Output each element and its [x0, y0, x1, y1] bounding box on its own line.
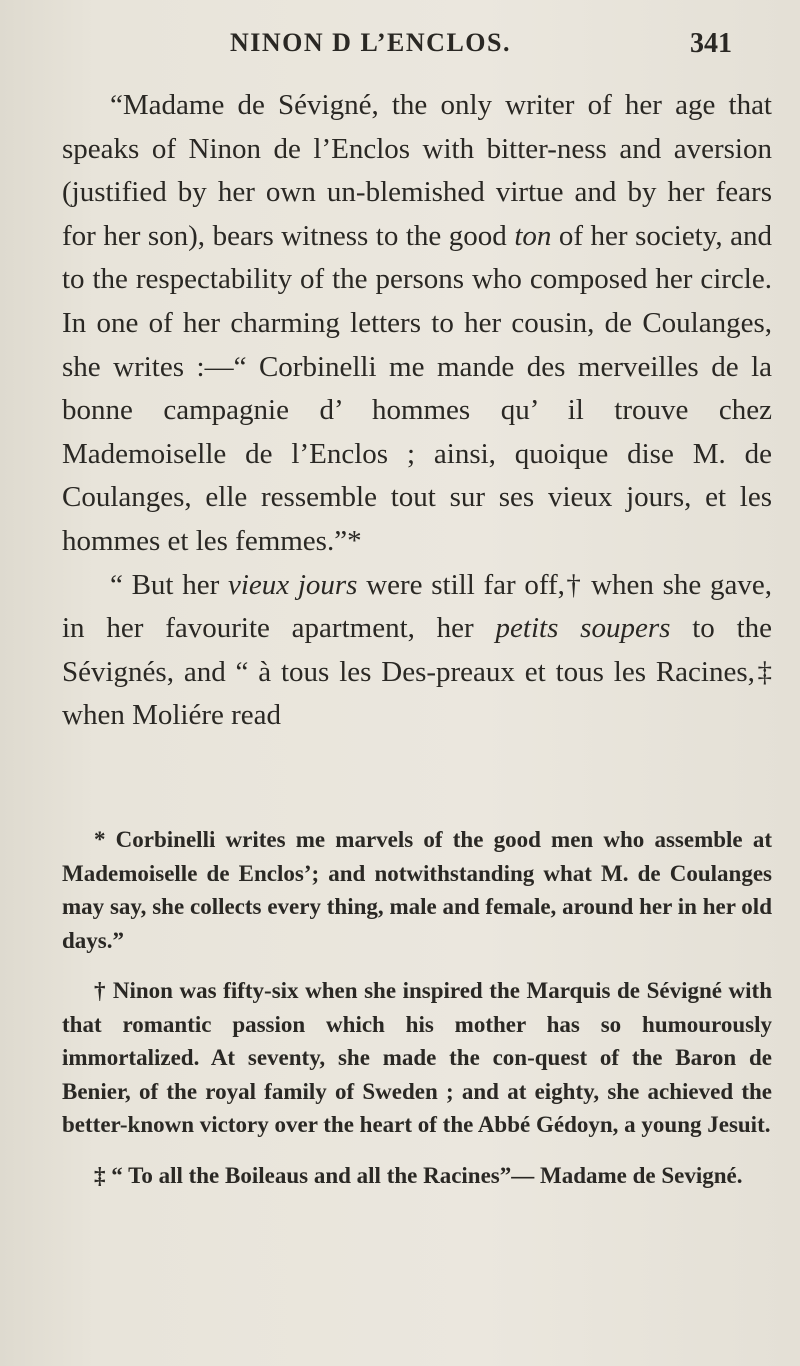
footnote: ‡ “ To all the Boileaus and all the Racines”— Madame de Sevigné.: [94, 1162, 743, 1188]
page-number: 341: [690, 28, 732, 59]
paragraph: “Madame de Sévigné, the only writer of her age that speaks of Ninon de l’Enclos with bitter-ness and aversion (justified by her own un-blemished virtue and by her fears for her son), bears witness to the good ton of her society, and to the respectability of the persons who composed her circle. In one of her charming letters to her cousin, de Coulanges, she writes :—“ Corbinelli me mande des merveilles de la bonne campagnie d’ hommes qu’ il trouve chez Mademoiselle de l’Enclos ; ainsi, quoique dise M. de Coulanges, elle ressemble tout sur ses vieux jours, et les hommes et les femmes.”*: [62, 89, 772, 557]
footnotes: [62, 823, 772, 1209]
running-header: [0, 28, 800, 68]
italic-term: vieux jours: [227, 568, 358, 601]
italic-term: ton: [514, 219, 552, 252]
footnote: † Ninon was fifty-six when she inspired the Marquis de Sévigné with that romantic passion which his mother has so humourously immortalized. At seventy, she made the con-quest of the Baron de Benier, of the royal family of Sweden ; and at eighty, she achieved the better-known victory over the heart of the Abbé Gédoyn, a young Jesuit.: [62, 978, 772, 1137]
paragraph: “ But her vieux jours were still far off,† when she gave, in her favourite apartment, her petits soupers to the Sévignés, and “ à tous les Des-preaux et tous les Racines,‡ when Moliére read: [62, 568, 773, 732]
running-title: NINON D L’ENCLOS.: [230, 28, 511, 57]
italic-term: petits soupers: [495, 612, 671, 645]
footnote: * Corbinelli writes me marvels of the good men who assemble at Mademoiselle de Enclos’; and notwithstanding what M. de Coulanges may say, she collects every thing, male and female, around her in her old days.”: [62, 827, 772, 953]
main-text: [62, 84, 772, 738]
